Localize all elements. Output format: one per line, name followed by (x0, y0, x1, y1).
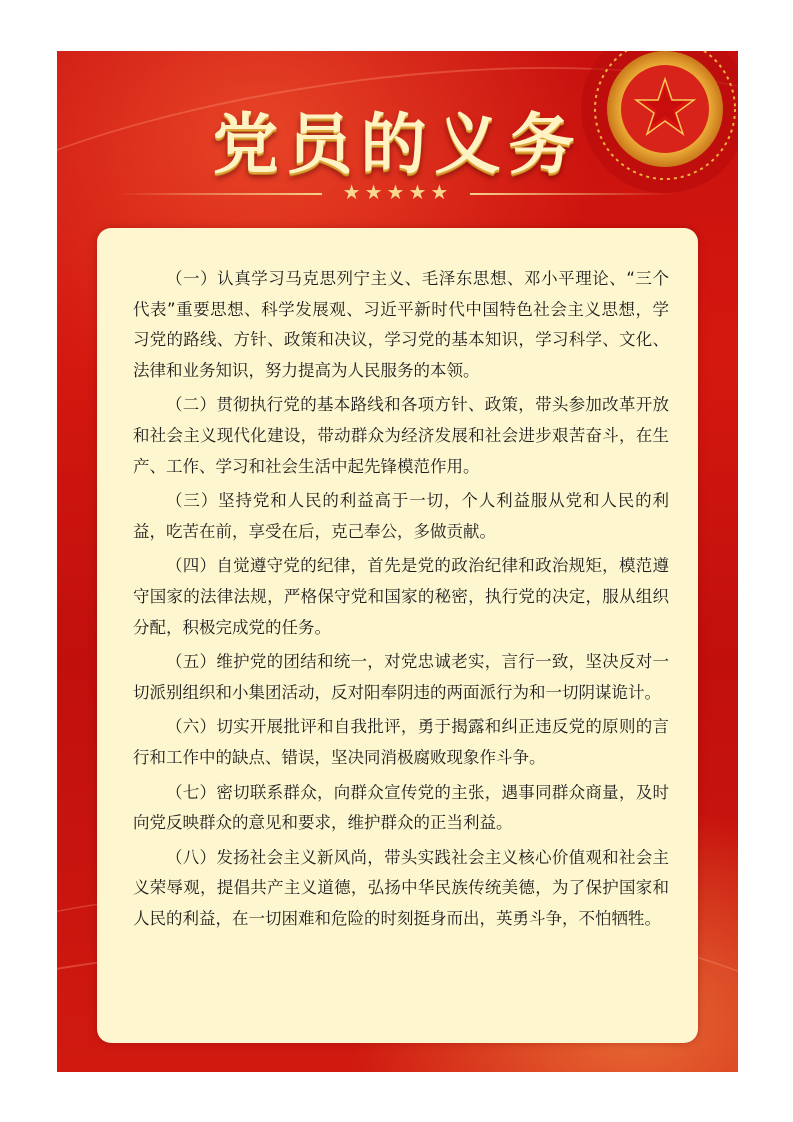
obligation-paragraph: （六）切实开展批评和自我批评，勇于揭露和纠正违反党的原则的言行和工作中的缺点、错误，坚决同消极腐败现象作斗争。 (133, 717, 669, 767)
obligation-paragraph: （七）密切联系群众，向群众宣传党的主张，遇事同群众商量，及时向党反映群众的意见和要求，维护群众的正当利益。 (133, 782, 669, 833)
obligation-paragraph: （一）认真学习马克思列宁主义、毛泽东思想、邓小平理论、“三个代表”重要思想、科学发展观、习近平新时代中国特色社会主义思想，学习党的路线、方针、政策和决议，学习党的基本知识，学习科学、文化、法律和业务知识，努力提高为人民服务的本领。 (133, 269, 669, 380)
obligation-paragraph: （三）坚持党和人民的利益高于一切，个人利益服从党和人民的利益，吃苦在前，享受在后，克己奉公，多做贡献。 (133, 491, 669, 541)
obligation-paragraph: （二）贯彻执行党的基本路线和各项方针、政策，带头参加改革开放和社会主义现代化建设，带动群众为经济发展和社会进步艰苦奋斗，在生产、工作、学习和社会生活中起先锋模范作用。 (133, 395, 669, 476)
content-panel (97, 228, 698, 1043)
title-divider-right (470, 193, 675, 195)
obligation-paragraph: （五）维护党的团结和统一，对党忠诚老实，言行一致，坚决反对一切派别组织和小集团活动，反对阳奉阴违的两面派行为和一切阴谋诡计。 (133, 652, 669, 702)
decorative-stars-icon: ★★★★★ (342, 180, 453, 204)
poster (57, 51, 738, 1072)
obligations-list (133, 264, 669, 938)
obligation-paragraph: （四）自觉遵守党的纪律，首先是党的政治纪律和政治规矩，模范遵守国家的法律法规，严格保守党和国家的秘密，执行党的决定，服从组织分配，积极完成党的任务。 (133, 556, 669, 637)
obligation-paragraph: （八）发扬社会主义新风尚，带头实践社会主义核心价值观和社会主义荣辱观，提倡共产主义道德，弘扬中华民族传统美德，为了保护国家和人民的利益，在一切困难和危险的时刻挺身而出，英勇斗争，不怕牺牲。 (133, 847, 669, 928)
poster-title: 党员的义务 (212, 106, 583, 183)
